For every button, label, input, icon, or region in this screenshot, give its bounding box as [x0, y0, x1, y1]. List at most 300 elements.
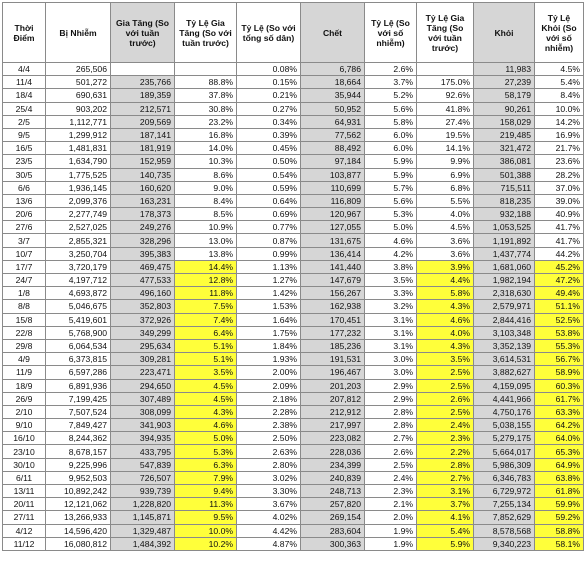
cell-time: 8/8: [3, 300, 46, 313]
cell-increase-rate: 11.8%: [175, 287, 237, 300]
cell-population-rate: 2.18%: [237, 392, 301, 405]
cell-death-increase-rate: 4.0%: [417, 208, 474, 221]
cell-population-rate: 0.99%: [237, 247, 301, 260]
cell-increase-rate: 3.5%: [175, 366, 237, 379]
table-row: [3, 63, 584, 76]
cell-increase-rate: 7.5%: [175, 300, 237, 313]
cell-death-rate: 2.5%: [365, 458, 417, 471]
cell-recovered: 1,053,525: [474, 221, 535, 234]
cell-population-rate: 2.38%: [237, 419, 301, 432]
cell-infected: 501,272: [46, 76, 111, 89]
cell-increase: 307,489: [111, 392, 175, 405]
cell-death-increase-rate: 5.4%: [417, 524, 474, 537]
cell-death-rate: 2.7%: [365, 432, 417, 445]
cell-deaths: 136,414: [301, 247, 365, 260]
table-row: [3, 300, 584, 313]
cell-population-rate: 0.50%: [237, 155, 301, 168]
cell-death-rate: 2.9%: [365, 392, 417, 405]
cell-increase-rate: 14.0%: [175, 142, 237, 155]
cell-infected: 13,266,933: [46, 511, 111, 524]
cell-death-increase-rate: 2.8%: [417, 458, 474, 471]
cell-population-rate: 3.67%: [237, 498, 301, 511]
cell-population-rate: 0.15%: [237, 76, 301, 89]
cell-increase-rate: 7.4%: [175, 313, 237, 326]
cell-increase: 477,533: [111, 274, 175, 287]
cell-death-increase-rate: 2.6%: [417, 392, 474, 405]
table-row: [3, 524, 584, 537]
cell-deaths: 228,036: [301, 445, 365, 458]
cell-death-increase-rate: 5.9%: [417, 537, 474, 550]
cell-infected: 1,299,912: [46, 128, 111, 141]
cell-population-rate: 2.28%: [237, 405, 301, 418]
table-row: [3, 339, 584, 352]
cell-death-increase-rate: 14.1%: [417, 142, 474, 155]
cell-time: 4/9: [3, 353, 46, 366]
cell-recovery-rate: 56.7%: [535, 353, 584, 366]
cell-deaths: 248,713: [301, 485, 365, 498]
cell-recovered: 7,255,134: [474, 498, 535, 511]
table-row: [3, 181, 584, 194]
cell-infected: 1,775,525: [46, 168, 111, 181]
cell-deaths: 185,236: [301, 339, 365, 352]
cell-infected: 6,064,534: [46, 339, 111, 352]
cell-death-increase-rate: 6.9%: [417, 168, 474, 181]
cell-increase-rate: 10.9%: [175, 221, 237, 234]
cell-death-increase-rate: 4.1%: [417, 511, 474, 524]
cell-population-rate: 0.08%: [237, 63, 301, 76]
cell-deaths: 207,812: [301, 392, 365, 405]
cell-population-rate: 0.64%: [237, 194, 301, 207]
cell-deaths: 131,675: [301, 234, 365, 247]
table-row: [3, 313, 584, 326]
cell-increase: 349,299: [111, 326, 175, 339]
cell-time: 9/5: [3, 128, 46, 141]
cell-death-increase-rate: 5.8%: [417, 287, 474, 300]
cell-population-rate: 3.30%: [237, 485, 301, 498]
cell-increase: 235,766: [111, 76, 175, 89]
cell-time: 20/6: [3, 208, 46, 221]
cell-deaths: 141,440: [301, 260, 365, 273]
cell-recovery-rate: 10.0%: [535, 102, 584, 115]
cell-increase-rate: 4.3%: [175, 405, 237, 418]
cell-death-increase-rate: 27.4%: [417, 115, 474, 128]
cell-deaths: 257,820: [301, 498, 365, 511]
cell-increase: 152,959: [111, 155, 175, 168]
cell-deaths: 97,184: [301, 155, 365, 168]
cell-death-rate: 2.4%: [365, 471, 417, 484]
cell-recovered: 3,614,531: [474, 353, 535, 366]
cell-increase: 496,160: [111, 287, 175, 300]
cell-death-increase-rate: 3.1%: [417, 485, 474, 498]
cell-recovery-rate: 61.7%: [535, 392, 584, 405]
cell-increase: 372,926: [111, 313, 175, 326]
cell-infected: 12,121,062: [46, 498, 111, 511]
cell-death-rate: 5.6%: [365, 102, 417, 115]
cell-death-increase-rate: 2.5%: [417, 366, 474, 379]
cell-increase-rate: 9.5%: [175, 511, 237, 524]
cell-death-rate: 1.9%: [365, 537, 417, 550]
cell-infected: 1,112,771: [46, 115, 111, 128]
cell-recovered: 11,983: [474, 63, 535, 76]
cell-infected: 8,244,362: [46, 432, 111, 445]
cell-increase-rate: 5.1%: [175, 339, 237, 352]
cell-population-rate: 1.42%: [237, 287, 301, 300]
cell-increase-rate: 10.0%: [175, 524, 237, 537]
cell-death-increase-rate: 2.3%: [417, 432, 474, 445]
cell-infected: 2,855,321: [46, 234, 111, 247]
cell-increase-rate: 30.8%: [175, 102, 237, 115]
cell-increase: 189,359: [111, 89, 175, 102]
cell-recovery-rate: 51.1%: [535, 300, 584, 313]
cell-deaths: 177,232: [301, 326, 365, 339]
cell-time: 11/4: [3, 76, 46, 89]
cell-deaths: 6,786: [301, 63, 365, 76]
cell-increase-rate: 8.4%: [175, 194, 237, 207]
cell-recovered: 1,681,060: [474, 260, 535, 273]
table-row: [3, 498, 584, 511]
cell-time: 4/12: [3, 524, 46, 537]
cell-increase-rate: 13.0%: [175, 234, 237, 247]
cell-population-rate: 4.42%: [237, 524, 301, 537]
cell-recovered: 501,388: [474, 168, 535, 181]
cell-increase: 328,296: [111, 234, 175, 247]
header-recovered: Khỏi: [474, 3, 535, 63]
cell-recovered: 386,081: [474, 155, 535, 168]
cell-time: 16/10: [3, 432, 46, 445]
cell-time: 10/7: [3, 247, 46, 260]
cell-recovered: 715,511: [474, 181, 535, 194]
cell-infected: 7,507,524: [46, 405, 111, 418]
cell-infected: 5,419,601: [46, 313, 111, 326]
cell-increase: 212,571: [111, 102, 175, 115]
cell-increase-rate: 8.6%: [175, 168, 237, 181]
cell-increase: 433,795: [111, 445, 175, 458]
cell-time: 4/4: [3, 63, 46, 76]
cell-time: 11/12: [3, 537, 46, 550]
cell-increase-rate: 13.8%: [175, 247, 237, 260]
cell-recovered: 1,437,774: [474, 247, 535, 260]
cell-time: 17/7: [3, 260, 46, 273]
cell-deaths: 162,938: [301, 300, 365, 313]
cell-deaths: 201,203: [301, 379, 365, 392]
cell-increase: 726,507: [111, 471, 175, 484]
cell-infected: 1,481,831: [46, 142, 111, 155]
cell-recovery-rate: 58.8%: [535, 524, 584, 537]
cell-recovery-rate: 8.4%: [535, 89, 584, 102]
cell-recovered: 1,191,892: [474, 234, 535, 247]
cell-deaths: 217,997: [301, 419, 365, 432]
cell-increase: 187,141: [111, 128, 175, 141]
cell-recovery-rate: 52.5%: [535, 313, 584, 326]
cell-infected: 3,720,179: [46, 260, 111, 273]
table-row: [3, 511, 584, 524]
cell-death-rate: 4.6%: [365, 234, 417, 247]
cell-time: 2/10: [3, 405, 46, 418]
cell-time: 3/7: [3, 234, 46, 247]
cell-death-rate: 5.3%: [365, 208, 417, 221]
cell-recovered: 1,982,194: [474, 274, 535, 287]
table-row: [3, 392, 584, 405]
cell-increase: 163,231: [111, 194, 175, 207]
cell-increase-rate: 4.6%: [175, 419, 237, 432]
cell-recovered: 5,986,309: [474, 458, 535, 471]
cell-recovery-rate: 64.0%: [535, 432, 584, 445]
cell-increase-rate: 6.4%: [175, 326, 237, 339]
cell-recovered: 321,472: [474, 142, 535, 155]
cell-recovery-rate: 61.8%: [535, 485, 584, 498]
cell-death-rate: 5.7%: [365, 181, 417, 194]
cell-recovered: 4,750,176: [474, 405, 535, 418]
cell-deaths: 170,451: [301, 313, 365, 326]
cell-recovered: 219,485: [474, 128, 535, 141]
cell-recovered: 3,882,627: [474, 366, 535, 379]
cell-time: 18/4: [3, 89, 46, 102]
cell-infected: 9,225,996: [46, 458, 111, 471]
cell-population-rate: 1.75%: [237, 326, 301, 339]
cell-population-rate: 0.77%: [237, 221, 301, 234]
header-recovery-rate: Tỷ Lệ Khỏi (So với số nhiễm): [535, 3, 584, 63]
cell-death-increase-rate: 4.3%: [417, 300, 474, 313]
table-row: [3, 168, 584, 181]
table-row: [3, 405, 584, 418]
cell-recovered: 90,261: [474, 102, 535, 115]
cell-death-increase-rate: 2.5%: [417, 405, 474, 418]
cell-increase-rate: 8.5%: [175, 208, 237, 221]
cell-time: 27/6: [3, 221, 46, 234]
cell-death-increase-rate: 175.0%: [417, 76, 474, 89]
cell-increase: 178,373: [111, 208, 175, 221]
cell-infected: 6,373,815: [46, 353, 111, 366]
cell-death-rate: 2.8%: [365, 405, 417, 418]
cell-increase: 140,735: [111, 168, 175, 181]
cell-death-rate: 6.0%: [365, 142, 417, 155]
cell-deaths: 35,944: [301, 89, 365, 102]
cell-recovery-rate: 65.3%: [535, 445, 584, 458]
cell-time: 22/8: [3, 326, 46, 339]
cell-death-rate: 3.7%: [365, 76, 417, 89]
table-row: [3, 76, 584, 89]
cell-population-rate: 0.27%: [237, 102, 301, 115]
cell-increase-rate: 9.0%: [175, 181, 237, 194]
header-infected: Bị Nhiễm: [46, 3, 111, 63]
cell-increase-rate: 37.8%: [175, 89, 237, 102]
cell-deaths: 64,931: [301, 115, 365, 128]
cell-time: 2/5: [3, 115, 46, 128]
cell-increase-rate: 5.0%: [175, 432, 237, 445]
header-time: Thời Điểm: [3, 3, 46, 63]
cell-time: 18/9: [3, 379, 46, 392]
cell-recovered: 2,579,971: [474, 300, 535, 313]
cell-death-increase-rate: 4.0%: [417, 326, 474, 339]
cell-death-rate: 2.6%: [365, 445, 417, 458]
cell-death-rate: 3.3%: [365, 287, 417, 300]
cell-recovery-rate: 28.2%: [535, 168, 584, 181]
cell-deaths: 103,877: [301, 168, 365, 181]
cell-recovery-rate: 37.0%: [535, 181, 584, 194]
cell-death-rate: 5.8%: [365, 115, 417, 128]
cell-population-rate: 3.02%: [237, 471, 301, 484]
header-increase: Gia Tăng (So với tuần trước): [111, 3, 175, 63]
cell-recovery-rate: 58.9%: [535, 366, 584, 379]
cell-recovered: 818,235: [474, 194, 535, 207]
cell-infected: 903,202: [46, 102, 111, 115]
cell-recovered: 3,352,139: [474, 339, 535, 352]
cell-recovery-rate: 41.7%: [535, 221, 584, 234]
cell-population-rate: 0.69%: [237, 208, 301, 221]
cell-deaths: 77,562: [301, 128, 365, 141]
cell-population-rate: 4.02%: [237, 511, 301, 524]
cell-recovery-rate: 45.2%: [535, 260, 584, 273]
cell-increase-rate: 9.4%: [175, 485, 237, 498]
cell-infected: 4,197,712: [46, 274, 111, 287]
cell-deaths: 283,604: [301, 524, 365, 537]
cell-recovery-rate: 41.7%: [535, 234, 584, 247]
cell-death-increase-rate: 2.7%: [417, 471, 474, 484]
table-row: [3, 142, 584, 155]
cell-recovery-rate: 23.6%: [535, 155, 584, 168]
cell-population-rate: 0.34%: [237, 115, 301, 128]
cell-deaths: 120,967: [301, 208, 365, 221]
cell-time: 30/5: [3, 168, 46, 181]
cell-time: 29/8: [3, 339, 46, 352]
cell-recovery-rate: 5.4%: [535, 76, 584, 89]
cell-death-rate: 2.1%: [365, 498, 417, 511]
cell-population-rate: 0.45%: [237, 142, 301, 155]
cell-increase: 160,620: [111, 181, 175, 194]
cell-death-increase-rate: 4.6%: [417, 313, 474, 326]
table-row: [3, 234, 584, 247]
cell-increase-rate: 14.4%: [175, 260, 237, 273]
cell-recovery-rate: 59.9%: [535, 498, 584, 511]
cell-recovered: 5,664,017: [474, 445, 535, 458]
cell-time: 13/11: [3, 485, 46, 498]
cell-increase: 249,276: [111, 221, 175, 234]
cell-population-rate: 1.53%: [237, 300, 301, 313]
cell-time: 20/11: [3, 498, 46, 511]
data-table-container: [2, 2, 583, 580]
cell-infected: 1,634,790: [46, 155, 111, 168]
cell-time: 11/9: [3, 366, 46, 379]
cell-death-rate: 2.3%: [365, 485, 417, 498]
cell-recovery-rate: 39.0%: [535, 194, 584, 207]
table-row: [3, 89, 584, 102]
cell-increase: 223,471: [111, 366, 175, 379]
cell-death-increase-rate: 3.6%: [417, 247, 474, 260]
cell-infected: 6,597,286: [46, 366, 111, 379]
cell-increase-rate: 6.3%: [175, 458, 237, 471]
cell-death-rate: 3.0%: [365, 353, 417, 366]
cell-death-rate: 4.2%: [365, 247, 417, 260]
cell-death-rate: 1.9%: [365, 524, 417, 537]
cell-death-rate: 5.9%: [365, 155, 417, 168]
cell-infected: 2,099,376: [46, 194, 111, 207]
cell-infected: 9,952,503: [46, 471, 111, 484]
cell-deaths: 240,839: [301, 471, 365, 484]
cell-recovery-rate: 49.4%: [535, 287, 584, 300]
cell-recovered: 2,318,630: [474, 287, 535, 300]
cell-recovery-rate: 58.1%: [535, 537, 584, 550]
cell-death-rate: 5.6%: [365, 194, 417, 207]
cell-recovered: 158,029: [474, 115, 535, 128]
cell-death-rate: 3.1%: [365, 313, 417, 326]
table-row: [3, 419, 584, 432]
cell-time: 30/10: [3, 458, 46, 471]
cell-death-rate: 3.8%: [365, 260, 417, 273]
cell-deaths: 147,679: [301, 274, 365, 287]
cell-recovery-rate: 59.2%: [535, 511, 584, 524]
cell-time: 13/6: [3, 194, 46, 207]
cell-time: 25/4: [3, 102, 46, 115]
cell-death-rate: 2.8%: [365, 419, 417, 432]
cell-increase-rate: 4.5%: [175, 379, 237, 392]
cell-death-increase-rate: 92.6%: [417, 89, 474, 102]
cell-recovered: 4,159,095: [474, 379, 535, 392]
cell-infected: 3,250,704: [46, 247, 111, 260]
table-row: [3, 221, 584, 234]
cell-deaths: 110,699: [301, 181, 365, 194]
cell-recovery-rate: 16.9%: [535, 128, 584, 141]
cell-death-rate: 3.2%: [365, 300, 417, 313]
table-header-row: [3, 3, 584, 63]
table-row: [3, 432, 584, 445]
cell-recovered: 8,578,568: [474, 524, 535, 537]
cell-death-rate: 2.0%: [365, 511, 417, 524]
cell-death-rate: 2.9%: [365, 379, 417, 392]
cell-recovered: 5,279,175: [474, 432, 535, 445]
cell-death-rate: 2.6%: [365, 63, 417, 76]
table-row: [3, 326, 584, 339]
cell-infected: 5,046,675: [46, 300, 111, 313]
cell-deaths: 196,467: [301, 366, 365, 379]
cell-population-rate: 1.27%: [237, 274, 301, 287]
cell-deaths: 156,267: [301, 287, 365, 300]
cell-recovered: 5,038,155: [474, 419, 535, 432]
cell-death-increase-rate: 4.5%: [417, 221, 474, 234]
cell-population-rate: 2.00%: [237, 366, 301, 379]
cell-increase-rate: 16.8%: [175, 128, 237, 141]
table-body: [3, 63, 584, 551]
cell-recovery-rate: 64.2%: [535, 419, 584, 432]
table-row: [3, 353, 584, 366]
cell-increase-rate: 12.8%: [175, 274, 237, 287]
cell-recovery-rate: 63.3%: [535, 405, 584, 418]
cell-time: 6/6: [3, 181, 46, 194]
table-row: [3, 537, 584, 550]
cell-deaths: 116,809: [301, 194, 365, 207]
cell-time: 15/8: [3, 313, 46, 326]
cell-recovered: 2,844,416: [474, 313, 535, 326]
cell-recovery-rate: 53.8%: [535, 326, 584, 339]
cell-increase: 309,281: [111, 353, 175, 366]
cell-increase: 1,484,392: [111, 537, 175, 550]
cell-infected: 6,891,936: [46, 379, 111, 392]
cell-increase-rate: 7.9%: [175, 471, 237, 484]
table-row: [3, 366, 584, 379]
table-row: [3, 287, 584, 300]
table-row: [3, 128, 584, 141]
cell-infected: 7,849,427: [46, 419, 111, 432]
table-row: [3, 485, 584, 498]
table-row: [3, 379, 584, 392]
cell-death-rate: 5.9%: [365, 168, 417, 181]
cell-death-increase-rate: 5.5%: [417, 194, 474, 207]
cell-death-rate: 5.0%: [365, 221, 417, 234]
cell-recovery-rate: 44.2%: [535, 247, 584, 260]
cell-time: 27/11: [3, 511, 46, 524]
cell-recovery-rate: 47.2%: [535, 274, 584, 287]
cell-death-rate: 3.1%: [365, 326, 417, 339]
cell-increase: 209,569: [111, 115, 175, 128]
